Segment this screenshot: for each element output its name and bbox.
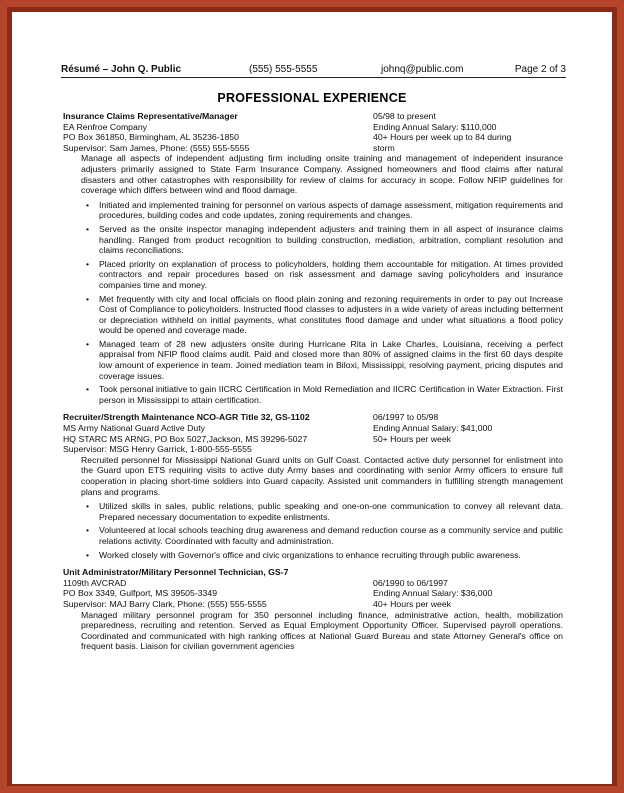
job-meta-line: Ending Annual Salary: $110,000 xyxy=(373,121,497,132)
job-meta-line xyxy=(373,567,563,578)
header-page-number: Page 2 of 3 xyxy=(514,64,566,75)
job-detail-line: MS Army National Guard Active Duty xyxy=(63,423,205,434)
achievement-item xyxy=(86,258,563,291)
job-detail-line: HQ STARC MS ARNG, PO Box 5027,Jackson, MS 39296-5027 xyxy=(63,433,308,444)
bullet-icon: • xyxy=(86,258,90,269)
bullet-icon: • xyxy=(86,549,90,560)
achievement-item xyxy=(86,293,563,336)
job-title: Insurance Claims Representative/Manager xyxy=(63,111,238,121)
job-meta-line: 50+ Hours per week xyxy=(373,433,451,444)
header-email: johnq@public.com xyxy=(381,64,464,75)
job-meta-line: storm xyxy=(373,142,395,153)
job-detail-line: Supervisor: Sam James, Phone: (555) 555-5555 xyxy=(63,142,250,153)
section-title: PROFESSIONAL EXPERIENCE xyxy=(217,91,407,105)
achievement-text: Volunteered at local schools teaching drug awareness and demand reduction course as a community service and public relations activity. Coordinated with faculty and administration. xyxy=(99,525,563,546)
job-header xyxy=(63,567,563,609)
achievement-text: Placed priority on explanation of process to policyholders, holding them accountable for mitigation. At times provided contractors and repair procedures based on risk assessment and damage saving policyholders and insurance companies time and money. xyxy=(99,258,563,290)
bullet-icon: • xyxy=(86,384,90,395)
job-details-right xyxy=(373,567,563,609)
job-detail-line: PO Box 361850, Birmingham, AL 35236-1850 xyxy=(63,132,239,143)
job-meta-line: Ending Annual Salary: $41,000 xyxy=(373,423,493,434)
job-title: Recruiter/Strength Maintenance NCO-AGR Title 32, GS-1102 xyxy=(63,412,310,423)
achievement-item xyxy=(86,525,563,546)
job-meta-line: 40+ Hours per week xyxy=(373,598,451,609)
job-detail-line: 1109th AVCRAD xyxy=(63,577,127,588)
job-detail-line: PO Box 3349, Gulfport, MS 39505-3349 xyxy=(63,588,218,599)
job-entry xyxy=(63,567,563,652)
bullet-icon: • xyxy=(86,223,90,234)
achievement-text: Served as the onsite inspector managing independent adjusters and training them in all aspect of insurance claims handling. Ranged from product recognition to building construction, mediation, arbitration, compliant resolution and claims reconciliations. xyxy=(99,223,563,256)
bullet-icon: • xyxy=(86,525,90,536)
achievement-item xyxy=(86,338,563,381)
header-phone: (555) 555-5555 xyxy=(249,64,318,75)
achievement-text: Managed team of 28 new adjusters onsite during Hurricane Rita in Lake Charles, Louisiana, receiving a perfect appraisal from NFIP flood claims audit. Paid and closed more than 80% of assigned claims in the first 60 days despite low amount of experience in team. Joined mediation team in Biloxi, Mississippi, resolving payment, pricing disputes and coverage issues. xyxy=(99,338,563,381)
bullet-icon: • xyxy=(86,293,90,304)
achievement-text: Took personal initiative to gain IICRC Certification in Mold Remediation and IICRC Certification in Water Extraction. First person in Mississippi to attain certification. xyxy=(99,384,563,405)
achievement-text: Initiated and implemented training for personnel on various aspects of damage assessment, mitigation requirements and procedures, building codes and code updates, zoning requirements and changes. xyxy=(99,199,563,221)
job-entry xyxy=(63,111,563,405)
bullet-icon: • xyxy=(86,338,90,349)
header-rule xyxy=(61,77,566,78)
resume-page xyxy=(12,12,612,784)
achievement-text: Met frequently with city and local officials on flood plain zoning and rezoning requirements in order to pay out Increase Cost of Compliance to policyholders. Instructed flood classes to adjusters in a wide variety of areas including betterment or depreciation withheld on initial payments, what constitutes flood damage and under what situations a flood policy would be opened and coverage made. xyxy=(99,293,563,336)
job-description: Manage all aspects of independent adjusting firm including onsite training and management of independent insurance adjusters primarily assigned to State Farm Insurance Company. Assigned homeowners and flood claims after natural disasters and other catastrophes with responsibility for review of claims for accuracy in scope. Follow NFIP guidelines for coverage which differs between wind and flood damage. xyxy=(81,153,563,196)
bullet-icon: • xyxy=(86,501,90,512)
job-header xyxy=(63,111,563,153)
achievement-item xyxy=(86,223,563,256)
achievement-item xyxy=(86,384,563,405)
job-meta-line: 40+ Hours per week up to 84 during xyxy=(373,132,512,143)
job-detail-line: Supervisor: MSG Henry Garrick, 1-800-555-5555 xyxy=(63,444,252,455)
achievement-item xyxy=(86,549,563,561)
achievement-text: Worked closely with Governor's office and civic organizations to enhance recruiting through public awareness. xyxy=(99,549,521,560)
job-details-right xyxy=(373,111,563,153)
experience-list xyxy=(63,111,563,659)
job-description: Recruited personnel for Mississippi National Guard units on Gulf Coast. Contacted active duty personnel for enlistment into the Guard upon ETS requiring visits to active duty Army bases and coordinating with senior Army officers to ensure full cooperation in placing short-time soldiers into Guard capacity. Assisted unit commanders in fulfilling strength management plans and programs. xyxy=(81,454,563,497)
header-name: Résumé – John Q. Public xyxy=(61,64,182,75)
job-description: Managed military personnel program for 350 personnel including finance, administrative action, health, mobilization preparedness, recruiting and retention. Served as Equal Employment Opportunity Officer. Supervised payroll operations. Coordinated and communicated with high ranking offices at National Guard Bureau and state Attorney General's office on frequent basis. Liaison for civilian government agencies xyxy=(81,609,563,652)
job-details-left xyxy=(63,567,373,609)
achievement-text: Utilized skills in sales, public relations, public speaking and one-on-one communication to convey all relevant data. Prepared necessary documentation to expedite enlistments. xyxy=(99,501,563,522)
job-title: Unit Administrator/Military Personnel Technician, GS-7 xyxy=(63,567,289,578)
job-detail-line: EA Renfroe Company xyxy=(63,121,148,132)
job-detail-line: Supervisor: MAJ Barry Clark, Phone: (555) 555-5555 xyxy=(63,598,267,609)
job-meta-line: 05/98 to present xyxy=(373,111,436,121)
bullet-icon: • xyxy=(86,199,90,210)
job-meta-line xyxy=(373,444,563,455)
achievement-item xyxy=(86,501,563,522)
job-details-left xyxy=(63,111,373,153)
job-header xyxy=(63,412,563,454)
job-meta-line: Ending Annual Salary: $36,000 xyxy=(373,588,493,599)
achievement-item xyxy=(86,199,563,221)
job-meta-line: 06/1990 to 06/1997 xyxy=(373,577,448,588)
job-entry xyxy=(63,412,563,560)
job-details-left xyxy=(63,412,373,454)
job-meta-line: 06/1997 to 05/98 xyxy=(373,412,439,423)
job-details-right xyxy=(373,412,563,454)
achievement-list xyxy=(63,501,563,560)
achievement-list xyxy=(63,200,563,406)
